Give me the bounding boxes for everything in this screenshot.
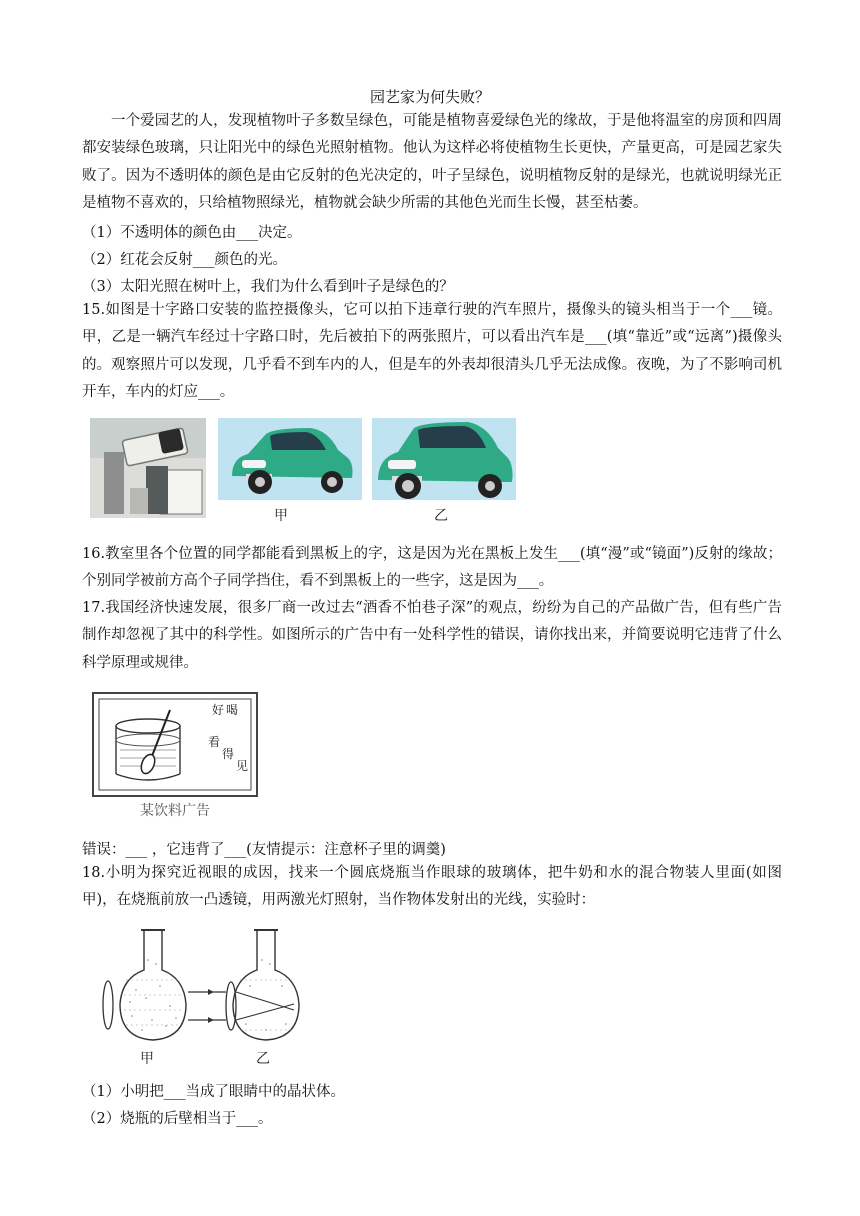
question-15-text: 15.如图是十字路口安装的监控摄像头，它可以拍下违章行驶的汽车照片，摄像头的镜头相当于一个___镜。甲，乙是一辆汽车经过十字路口时，先后被拍下的两张照片，可以看出汽车是___(填“靠近”或“远离”)摄像头的。观察照片可以发现，几乎看不到车内的人，但是车的外表却很清头几乎无法成像。夜晚，为了不影响司机开车，车内的灯应___。 — [82, 302, 782, 400]
passage-paragraph: 一个爱园艺的人，发现植物叶子多数呈绿色，可能是植物喜爱绿色光的缘故，于是他将温室的房顶和四周都安装绿色玻璃，只让阳光中的绿色光照射植物。他认为这样必将使植物生长更快，产量更高，可是园艺家失败了。因为不透明体的颜色是由它反射的色光决定的，叶子呈绿色，说明植物反射的是绿光，也就说明绿光正是植物不喜欢的，只给植物照绿光，植物就会缺少所需的其他色光而生长慢，甚至枯萎。 — [82, 113, 782, 211]
car-photo-a — [218, 418, 362, 500]
passage-question-3: （3）太阳光照在树叶上，我们为什么看到叶子是绿色的？ — [82, 279, 454, 295]
ad-slogan-char-1: 好 — [212, 703, 225, 717]
car-photo-b-label: 乙 — [434, 508, 448, 524]
flask-a-label: 甲 — [140, 1051, 154, 1067]
ad-slogan-char-5: 见 — [236, 759, 249, 773]
question-18-sub-1: （1）小明把___当成了眼睛中的晶状体。 — [82, 1084, 345, 1100]
flask-b-label: 乙 — [256, 1051, 270, 1067]
question-18-text: 18.小明为探究近视眼的成因，找来一个圆底烧瓶当作眼球的玻璃体，把牛奶和水的混合物装人里面(如图甲)，在烧瓶前放一凸透镜，用两激光灯照射，当作物体发射出的光线，实验时： — [82, 865, 782, 909]
car-photo-b — [372, 418, 516, 500]
passage-title: 园艺家为何失败？ — [369, 88, 490, 106]
question-17-text: 17.我国经济快速发展，很多厂商一改过去“酒香不怕巷子深”的观点，纷纷为自己的产品做广告，但有些广告制作却忽视了其中的科学性。如图所示的广告中有一处科学性的错误，请你找出来，并简要说明它违背了什么科学原理或规律。 — [82, 600, 782, 671]
drink-advertisement-figure — [90, 690, 260, 824]
passage-question-2: （2）红花会反射___颜色的光。 — [82, 252, 287, 268]
passage-question-1: （1）不透明体的颜色由___决定。 — [82, 225, 302, 241]
question-18-sub-2: （2）烧瓶的后壁相当于___。 — [82, 1111, 273, 1127]
ad-caption: 某饮料广告 — [140, 803, 210, 819]
ad-slogan-char-2: 喝 — [226, 703, 239, 717]
surveillance-camera-photo — [90, 418, 206, 518]
flask-experiment-figure — [96, 920, 326, 1070]
ad-slogan-char-4: 得 — [222, 747, 235, 761]
car-photo-a-label: 甲 — [274, 508, 288, 524]
question-17-answer-line: 错误：___ ，它违背了___(友情提示：注意杯子里的调羹) — [82, 842, 446, 858]
question-16-text: 16.教室里各个位置的同学都能看到黑板上的字，这是因为光在黑板上发生___(填“漫”或“镜面”)反射的缘故；个别同学被前方高个子同学挡住，看不到黑板上的一些字，这是因为___。 — [82, 546, 782, 590]
ad-slogan-char-3: 看 — [208, 735, 221, 749]
